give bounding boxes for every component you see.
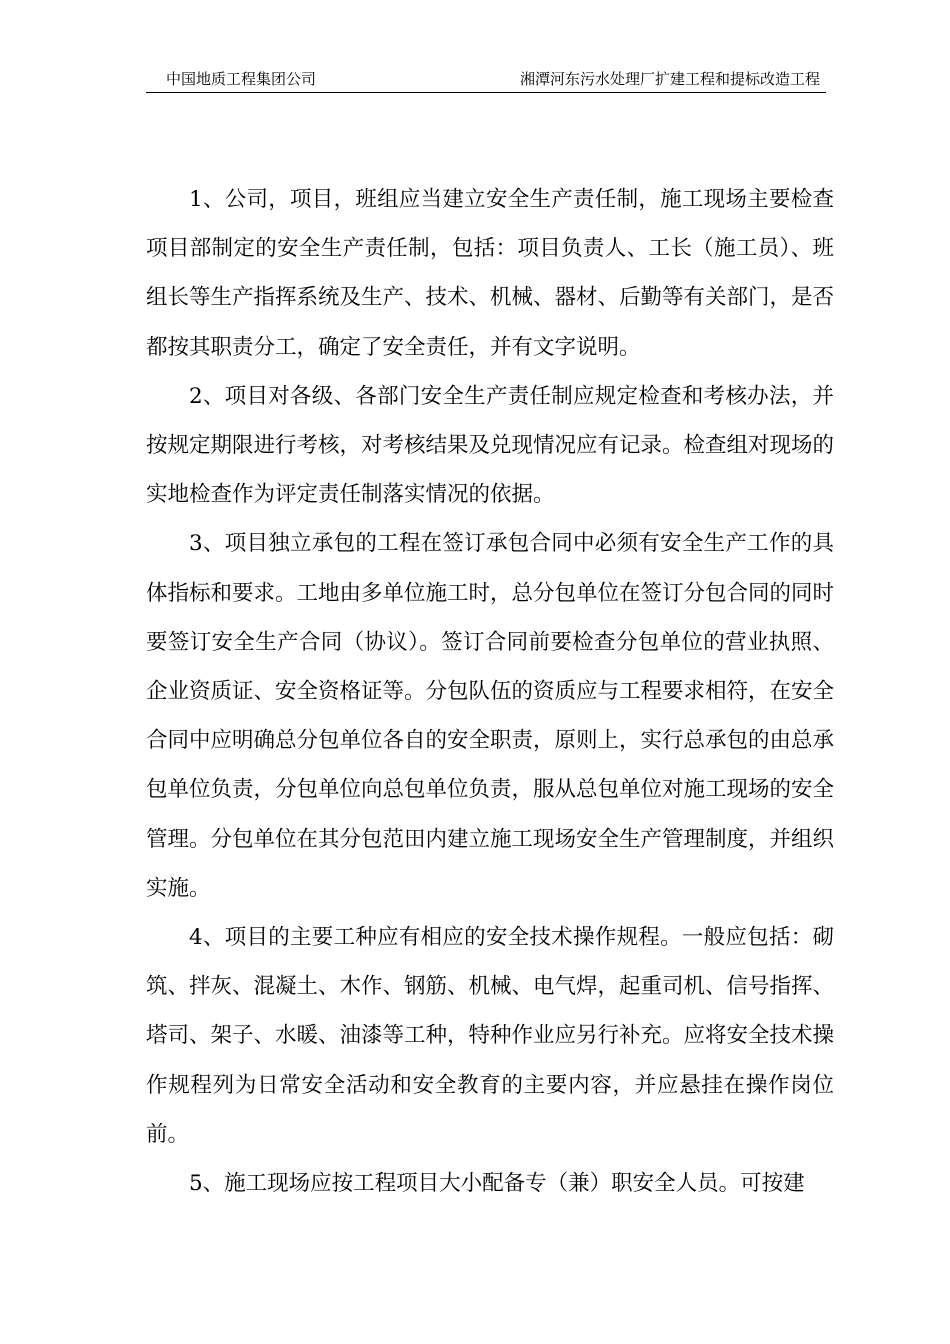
- page-header: [146, 66, 826, 93]
- header-project-name: 湘潭河东污水处理厂扩建工程和提标改造工程: [519, 70, 820, 88]
- paragraph-2: 2、项目对各级、各部门安全生产责任制应规定检查和考核办法，并按规定期限进行考核，对考核结果及兑现情况应有记录。检查组对现场的实地检查作为评定责任制落实情况的依据。: [146, 383, 835, 508]
- paragraph-1: 1、公司，项目，班组应当建立安全生产责任制，施工现场主要检查项目部制定的安全生产责任制，包括：项目负责人、工长（施工员）、班组长等生产指挥系统及生产、技术、机械、器材、后勤等有关部门，是否都按其职责分工，确定了安全责任，并有文字说明。: [146, 187, 835, 360]
- paragraph-3: 3、项目独立承包的工程在签订承包合同中必须有安全生产工作的具体指标和要求。工地由多单位施工时，总分包单位在签订分包合同的同时要签订安全生产合同（协议）。签订合同前要检查分包单位的营业执照、企业资质证、安全资格证等。分包队伍的资质应与工程要求相符，在安全合同中应明确总分包单位各自的安全职责，原则上，实行总承包的由总承包单位负责，分包单位向总包单位负责，服从总包单位对施工现场的安全管理。分包单位在其分包范田内建立施工现场安全生产管理制度，并组织实施。: [146, 531, 835, 901]
- document-body: [146, 175, 834, 1208]
- paragraph-4: 4、项目的主要工种应有相应的安全技术操作规程。一般应包括：砌筑、拌灰、混凝土、木作、钢筋、机械、电气焊，起重司机、信号指挥、塔司、架子、水暖、油漆等工种，特种作业应另行补充。应将安全技术操作规程列为日常安全活动和安全教育的主要内容，并应悬挂在操作岗位前。: [146, 925, 835, 1147]
- header-company-name: 中国地质工程集团公司: [166, 70, 317, 88]
- paragraph-5: 5、施工现场应按工程项目大小配备专（兼）职安全人员。可按建: [189, 1171, 805, 1197]
